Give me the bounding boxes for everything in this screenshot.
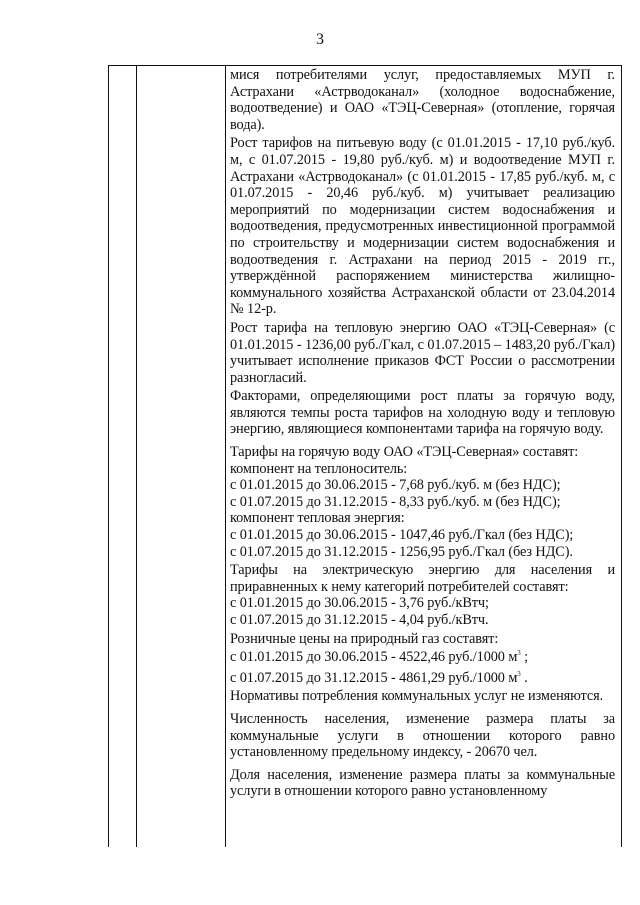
energy-row: с 01.01.2015 до 30.06.2015 - 1047,46 руб./Гкал (без НДС); [230, 527, 574, 544]
gas-row-end: . [520, 669, 528, 686]
gas-heading: Розничные цены на природный газ составят: [230, 630, 499, 647]
hot-water-heading: Тарифы на горячую воду ОАО «ТЭЦ-Северная» составят: [230, 444, 579, 461]
table-text-cell [230, 67, 615, 802]
electricity-row: с 01.07.2015 до 31.12.2015 - 4,04 руб./кВтч. [230, 612, 489, 628]
energy-row: с 01.07.2015 до 31.12.2015 - 1256,95 руб./Гкал (без НДС). [230, 543, 573, 560]
paragraph-consumers: мися потребителями услуг, предоставляемых МУП г. Астрахани «Астрводоканал» (холодное водоснабжение, водоотведение) и ОАО «ТЭЦ-Северная» (отопление, горячая вода). [230, 67, 615, 133]
column-divider [136, 66, 137, 847]
page-number: 3 [316, 31, 324, 48]
gas-row [230, 649, 615, 666]
paragraph-water-tariffs: Рост тарифов на питьевую воду (с 01.01.2015 - 17,10 руб./куб. м, с 01.07.2015 - 19,80 руб./куб. м) и водоотведение МУП г. Астрахани «Астрводоканал» (с 01.01.2015 - 17,85 руб./куб. м, с 01.07.2015 - 20,46 руб./куб. м) учитывает реализацию мероприятий по модернизации систем водоснабжения и водоотведения, предусмотренных инвестиционной программой по строительству и модернизации систем водоснабжения и водоотведения г. Астрахани на период 2015 - 2019 гг., утверждённой распоряжением министерства жилищно-коммунального хозяйства Астраханской области от 23.04.2014 № 12-р. [230, 135, 615, 318]
carrier-row: с 01.07.2015 до 31.12.2015 - 8,33 руб./куб. м (без НДС); [230, 493, 561, 510]
gas-row-text: с 01.07.2015 до 31.12.2015 - 4861,29 руб./1000 м [230, 669, 518, 686]
cubic-exponent: 3 [517, 669, 521, 678]
paragraph-population-share: Доля населения, изменение размера платы за коммунальные услуги в отношении которого равно установленному [230, 766, 615, 800]
carrier-component-label: компонент на теплоноситель: [230, 460, 408, 477]
paragraph-consumption-norms: Нормативы потребления коммунальных услуг не изменяются. [230, 688, 604, 705]
electricity-row: с 01.01.2015 до 30.06.2015 - 3,76 руб./кВтч; [230, 595, 489, 612]
paragraph-heat-tariff: Рост тарифа на тепловую энергию ОАО «ТЭЦ-Северная» (с 01.01.2015 - 1236,00 руб./Гкал, с 01.07.2015 – 1483,20 руб./Гкал) учитывает исполнение приказов ФСТ России о рассмотрении разногласий. [230, 319, 615, 386]
paragraph-hot-water-factors: Факторами, определяющими рост платы за горячую воду, являются темпы роста тарифов на холодную воду и тепловую энергию, являющиеся компонентами тарифа на горячую воду. [230, 388, 615, 438]
gas-row-text: с 01.01.2015 до 30.06.2015 - 4522,46 руб./1000 м [230, 649, 518, 666]
column-divider [225, 66, 226, 847]
carrier-row: с 01.01.2015 до 30.06.2015 - 7,68 руб./куб. м (без НДС); [230, 477, 561, 494]
electricity-heading: Тарифы на электрическую энергию для населения и приравненных к нему категорий потребителей составят: [230, 562, 615, 595]
paragraph-population-count: Численность населения, изменение размера платы за коммунальные услуги в отношении которого равно установленному предельному индексу, - 20670 чел. [230, 710, 615, 761]
gas-row [230, 670, 615, 687]
cubic-exponent: 3 [517, 649, 521, 658]
document-table [108, 65, 622, 847]
energy-component-label: компонент тепловая энергия: [230, 510, 405, 527]
gas-row-end: ; [520, 649, 529, 666]
